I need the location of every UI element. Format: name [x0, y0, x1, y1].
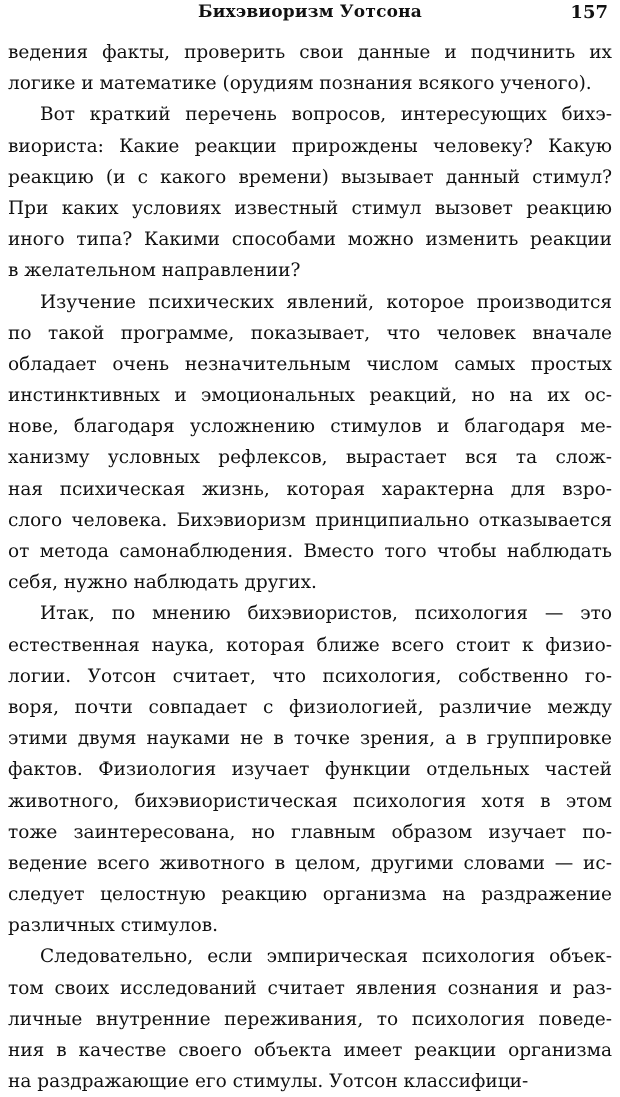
text-line: ханизму условных рефлексов, вырастает вся та слож- — [8, 447, 612, 469]
text-line: При каких условиях известный стимул вызовет реакцию — [8, 197, 612, 219]
paragraph — [8, 287, 612, 599]
text-line: на раздражающие его стимулы. Уотсон классифици- — [8, 1071, 529, 1093]
paragraph — [8, 598, 612, 941]
paragraph — [8, 37, 612, 99]
text-line: логике и математике (орудиям познания всякого ученого). — [8, 73, 592, 95]
paragraph — [8, 941, 612, 1097]
text-line: Вот краткий перечень вопросов, интересующих бихэ- — [40, 104, 612, 126]
page-number: 157 — [570, 2, 608, 23]
text-line: том своих исследований считает явления сознания и раз- — [8, 977, 612, 999]
text-line: от метода самонаблюдения. Вместо того чтобы наблюдать — [8, 541, 612, 562]
text-line: ведение всего животного в целом, другими словами — ис- — [8, 852, 612, 874]
text-line: личные внутренние переживания, то психология поведе- — [8, 1008, 612, 1030]
text-line: в желательном направлении? — [8, 260, 301, 282]
text-line: иного типа? Какими способами можно изменить реакции — [8, 229, 612, 251]
text-line: Следовательно, если эмпирическая психология объек- — [40, 946, 612, 968]
text-line: обладает очень незначительным числом самых простых — [8, 353, 612, 375]
text-line: этими двумя науками не в точке зрения, а в группировке — [8, 728, 612, 750]
text-line: слого человека. Бихэвиоризм принципиально отказывается — [8, 509, 612, 531]
text-line: фактов. Физиология изучает функции отдельных частей — [8, 759, 612, 781]
text-line: тоже заинтересована, но главным образом изучает по- — [8, 821, 612, 843]
text-line: естественная наука, которая ближе всего стоит к физио- — [8, 634, 612, 656]
text-line: нове, благодаря усложнению стимулов и благодаря ме- — [8, 416, 612, 438]
text-line: по такой программе, показывает, что человек вначале — [8, 322, 612, 344]
text-line: Итак, по мнению бихэвиористов, психология — это — [40, 603, 612, 625]
text-line: различных стимулов. — [8, 915, 219, 937]
text-line: себя, нужно наблюдать других. — [8, 572, 317, 594]
running-title: Бихэвиоризм Уотсона — [197, 2, 423, 22]
text-line: ведения факты, проверить свои данные и подчинить их — [8, 42, 612, 63]
text-line: виориста: Какие реакции прирождены человеку? Какую — [8, 135, 612, 157]
text-line: ния в качестве своего объекта имеет реакции организма — [8, 1040, 612, 1061]
text-line: животного, бихэвиористическая психология хотя в этом — [8, 790, 612, 812]
text-line: Изучение психических явлений, которое производится — [40, 291, 612, 313]
page-body — [8, 37, 612, 1097]
paragraph — [8, 99, 612, 286]
text-line: логии. Уотсон считает, что психология, собственно го- — [8, 665, 612, 687]
text-line: ная психическая жизнь, которая характерна для взро- — [8, 478, 612, 500]
text-line: инстинктивных и эмоциональных реакций, но на их ос- — [8, 385, 612, 407]
page-header — [0, 2, 620, 28]
text-line: воря, почти совпадает с физиологией, различие между — [8, 696, 612, 718]
text-line: реакцию (и с какого времени) вызывает данный стимул? — [8, 166, 612, 188]
text-line: следует целостную реакцию организма на раздражение — [8, 884, 612, 906]
